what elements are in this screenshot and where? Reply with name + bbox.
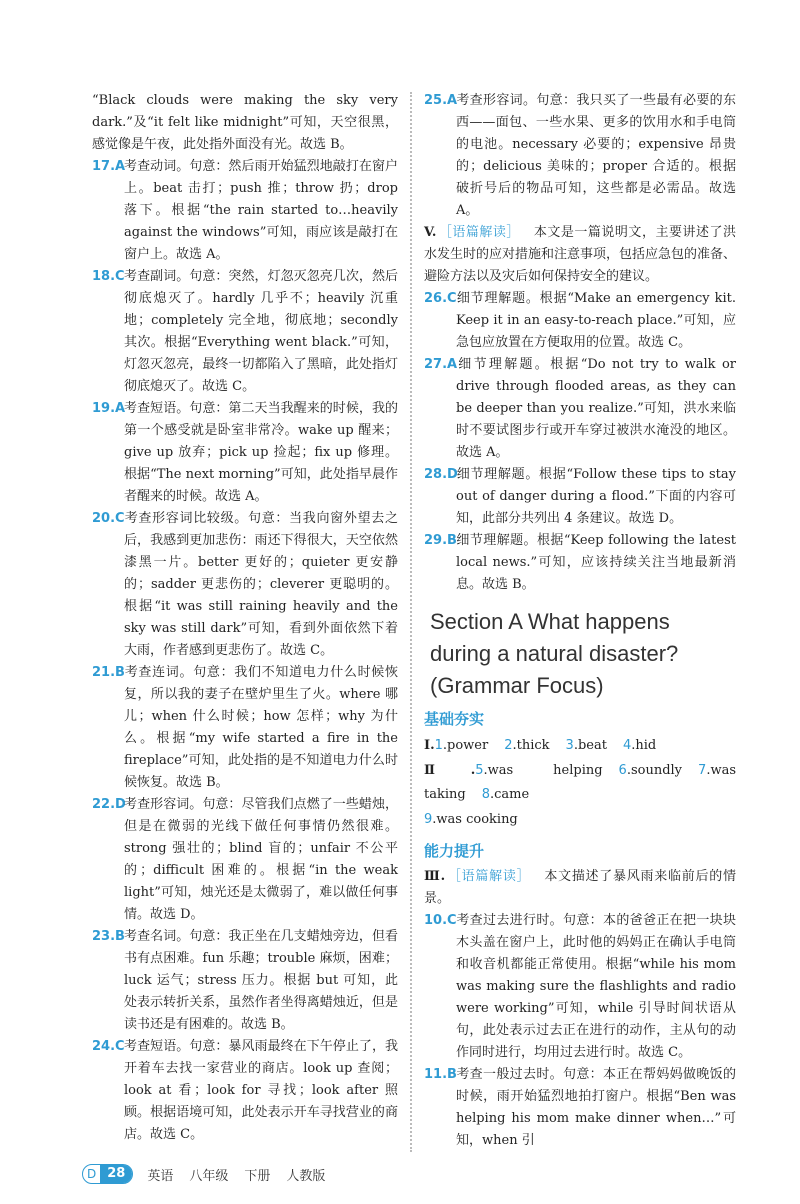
fill-answer <box>482 787 529 802</box>
answer-explanation: 细节理解题。根据“Follow these tips to stay out of danger during a flood.”下面的内容可知，此部分共列出 4 条建议。故选 D。 <box>456 467 736 526</box>
answer-explanation: 考查形容词。句意：我只买了一些最有必要的东西——面包、一些水果、更多的饮用水和手电筒的电池。necessary 必要的；expensive 昂贵的；delicious 美味的；proper 合适的。根据破折号后的物品可知，这些都是必需品。故选 A。 <box>456 93 736 218</box>
answer-item <box>92 398 398 508</box>
answer-number: 10.C <box>424 913 457 928</box>
answer-index: 8 <box>481 787 490 802</box>
answer-word: .thick <box>512 738 550 753</box>
answer-explanation: 细节理解题。根据“Make an emergency kit. Keep it in an easy-to-reach place.”可知，应急包应放置在方便取用的位置。故选 C。 <box>456 291 736 350</box>
answer-explanation: 考查形容词比较级。句意：当我向窗外望去之后，我感到更加悲伤：雨还下得很大，天空依然漆黑一片。better 更好的；quieter 更安静的；sadder 更悲伤的；cleverer 更聪明的。根据“it was still raining heavily and the sky was still dark”可知，看到外面依然下着大雨，作者感到更悲伤了。故选 C。 <box>124 511 398 658</box>
page-number: 28 <box>100 1165 132 1183</box>
answer-number: 22.D <box>92 797 126 812</box>
answer-item <box>92 266 398 398</box>
roman-numeral: Ⅲ. <box>424 869 446 884</box>
answer-index: 1 <box>434 738 443 753</box>
answer-number: 28.D <box>424 467 458 482</box>
answer-number: 20.C <box>92 511 125 526</box>
answer-item <box>92 1036 398 1146</box>
answer-explanation: 细节理解题。根据“Do not try to walk or drive through flooded areas, as they can be deeper than you realize.”可知，洪水来临时不要试图步行或开车穿过被洪水淹没的地区。故选 A。 <box>456 357 736 460</box>
answer-index: 9 <box>424 811 433 827</box>
answer-index: 4 <box>622 738 632 753</box>
answer-row-3 <box>424 808 736 833</box>
columns <box>92 0 800 1152</box>
passage-tag: ［语篇解读］ <box>438 225 520 240</box>
page-badge <box>82 1164 133 1184</box>
answer-item <box>92 926 398 1036</box>
badge-letter: D <box>87 1167 97 1181</box>
answer-item <box>424 354 736 464</box>
answer-item <box>92 508 398 662</box>
answer-explanation: 考查形容词。句意：尽管我们点燃了一些蜡烛，但是在微弱的光线下做任何事情仍然很难。strong 强壮的；blind 盲的；unfair 不公平的；difficult 困难的。根据“in the weak light”可知，烛光还是太微弱了，难以做任何事情。故选 D。 <box>124 797 398 922</box>
section-iii-summary <box>424 866 736 910</box>
roman-numeral: Ⅱ. <box>424 762 476 778</box>
answer-number: 27.A <box>424 357 458 372</box>
summary-text: 本文是一篇说明文，主要讲述了洪水发生时的应对措施和注意事项，包括应急包的准备、避险方法以及灾后如何保持安全的建议。 <box>424 225 737 284</box>
left-column <box>92 90 398 1152</box>
intro-paragraph: “Black clouds were making the sky very dark.”及“it felt like midnight”可知，天空很黑，感觉像是午夜，此处指外面没有光。故选 B。 <box>92 93 398 152</box>
answer-item <box>424 288 736 354</box>
answer-number: 23.B <box>92 929 125 944</box>
fill-answer <box>435 738 489 753</box>
answer-number: 19.A <box>92 401 126 416</box>
answer-number: 29.B <box>424 533 457 548</box>
answer-item <box>92 794 398 926</box>
answer-item <box>424 1064 736 1152</box>
answer-word: .was helping <box>483 762 603 778</box>
answer-number: 24.C <box>92 1039 125 1054</box>
answer-word: .was cooking <box>432 811 518 827</box>
answer-item <box>424 530 736 596</box>
edition: 人教版 <box>286 1168 326 1184</box>
summary-text: 本文描述了暴风雨来临前后的情景。 <box>424 869 736 906</box>
grade: 八年级 <box>189 1168 229 1184</box>
answer-index: 5 <box>475 762 484 778</box>
answer-explanation: 考查短语。句意：暴风雨最终在下午停止了，我开着车去找一家营业的商店。look up 查阅；look at 看；look for 寻找；look after 照顾。根据语境可知，此处表示开车寻找营业的商店。故选 C。 <box>124 1039 398 1142</box>
answer-item <box>424 90 736 222</box>
answer-row-2 <box>424 759 736 808</box>
page-footer <box>82 1164 800 1184</box>
fill-answer <box>504 738 549 753</box>
basic-heading: 基础夯实 <box>424 710 485 728</box>
answer-index: 7 <box>698 762 707 778</box>
fill-answer <box>424 812 518 827</box>
answer-number: 18.C <box>92 269 125 284</box>
answer-number: 21.B <box>92 665 125 680</box>
answer-explanation: 考查过去进行时。句意：本的爸爸正在把一块块木头盖在窗户上，此时他的妈妈正在确认手电筒和收音机都能正常使用。根据“while his mom was making sure the flashlights and radio were working”可知，while 引导时间状语从句，此处表示过去正在进行的动作，主从句的动作同时进行，均用过去进行时。故选 C。 <box>456 913 736 1060</box>
column-divider <box>410 92 412 1152</box>
answer-item <box>424 464 736 530</box>
answer-item <box>92 662 398 794</box>
fill-answer <box>619 763 682 778</box>
answer-row-1 <box>424 734 736 759</box>
answer-explanation: 考查连词。句意：我们不知道电力什么时候恢复，所以我的妻子在壁炉里生了火。where 哪儿；when 什么时候；how 怎样；why 为什么。根据“my wife started a fire in the fireplace”可知，此处指的是不知道电力什么时候恢复。故选 B。 <box>124 665 398 790</box>
passage-tag: ［语篇解读］ <box>447 869 531 884</box>
roman-numeral: Ⅰ. <box>424 738 435 753</box>
answer-item <box>92 156 398 266</box>
answer-explanation: 考查一般过去时。句意：本正在帮妈妈做晚饭的时候，雨开始猛烈地拍打窗户。根据“Ben was helping his mom make dinner when…”可知，when 引 <box>456 1067 736 1148</box>
answer-number: 25.A <box>424 93 458 108</box>
subject: 英语 <box>147 1168 174 1184</box>
answer-explanation: 考查副词。句意：突然，灯忽灭忽亮几次，然后彻底熄灭了。hardly 几乎不；heavily 沉重地；completely 完全地，彻底地；secondly 其次。根据“Everything went black.”可知，灯忽灭忽亮，最终一切都陷入了黑暗，此处指灯彻底熄灭了。故选 C。 <box>124 269 398 394</box>
answer-explanation: 细节理解题。根据“Keep following the latest local news.”可知，应该持续关注当地最新消息。故选 B。 <box>456 533 736 592</box>
answer-index: 6 <box>618 762 627 778</box>
section-v-summary <box>424 222 736 288</box>
answer-index: 2 <box>504 738 513 753</box>
answer-word: .was taking <box>424 762 736 802</box>
answer-index: 3 <box>565 738 574 753</box>
answer-explanation: 考查短语。句意：第二天当我醒来的时候，我的第一个感受就是卧室非常冷。wake up 醒来；give up 放弃；pick up 捡起；fix up 修理。根据“The next morning”可知，此处指早晨作者醒来的时候。故选 A。 <box>124 401 398 504</box>
right-column <box>424 90 736 1152</box>
volume: 下册 <box>244 1168 271 1184</box>
answer-word: .beat <box>573 738 607 753</box>
fill-answer <box>566 738 607 753</box>
fill-answer <box>623 738 656 753</box>
answer-word: .power <box>442 738 489 753</box>
answer-number: 11.B <box>424 1067 457 1082</box>
answer-explanation: 考查动词。句意：然后雨开始猛烈地敲打在窗户上。beat 击打；push 推；throw 扔；drop 落下。根据“the rain started to…heavily against the windows”可知，雨应该是敲打在窗户上。故选 A。 <box>124 159 398 262</box>
answer-item <box>424 910 736 1064</box>
section-title: Section A What happens during a natural disaster? (Grammar Focus) <box>430 609 679 698</box>
advanced-heading: 能力提升 <box>424 842 485 860</box>
roman-numeral: V. <box>424 225 437 240</box>
answer-number: 26.C <box>424 291 457 306</box>
answer-number: 17.A <box>92 159 126 174</box>
answer-word: .came <box>490 787 530 802</box>
answer-word: .soundly <box>626 762 683 778</box>
answer-word: .hid <box>631 738 657 753</box>
fill-answer <box>475 763 602 778</box>
answer-explanation: 考查名词。句意：我正坐在几支蜡烛旁边，但看书有点困难。fun 乐趣；trouble 麻烦，困难；luck 运气；stress 压力。根据 but 可知，此处表示转折关系，虽然作者坐得离蜡烛近，但是读书还是有困难的。故选 B。 <box>124 929 398 1032</box>
